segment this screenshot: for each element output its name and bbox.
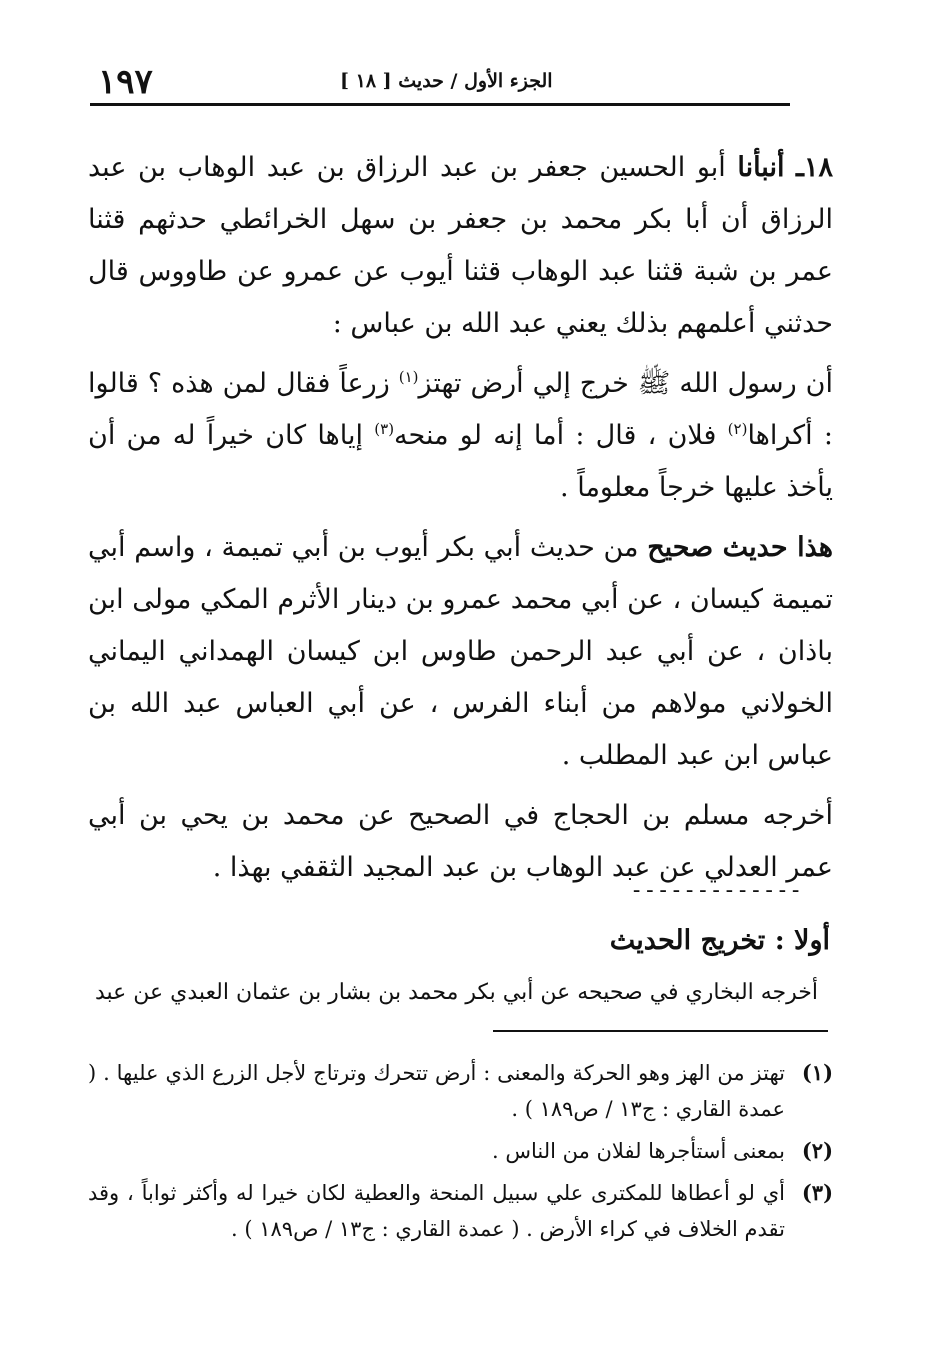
footnote-ref-1[interactable]: (١) [398, 368, 419, 386]
section-heading: أولا : تخريج الحديث [609, 925, 830, 956]
takhrij-text: أخرجه مسلم بن الحجاج في الصحيح عن محمد بن يحي بن أبي عمر العدلي عن عبد الوهاب بن عبد المجيد الثقفي بهذا . [88, 800, 833, 883]
footnote-number: (٢) [801, 1138, 833, 1163]
header-rule [90, 103, 790, 106]
hadith-matn-paragraph [88, 358, 833, 514]
running-title: الجزء الأول / حديث [ ١٨ ] [340, 70, 553, 92]
grading-paragraph [88, 522, 833, 782]
footnote-ref-3[interactable]: (٣) [374, 420, 395, 438]
matn-part-a: أن رسول الله ﷺ خرج إلي أرض تهتز [418, 368, 833, 399]
footnote-text: تهتز من الهز وهو الحركة والمعنى : أرض تتحرك وترتاج لأجل الزرع الذي عليها . ( عمدة القاري : ج١٣ / ص١٨٩ ) . [88, 1061, 785, 1121]
section-first-line: أخرجه البخاري في صحيحه عن أبي بكر محمد بن بشار بن عثمان العبدي عن عبد [94, 980, 818, 1005]
hadith-number: ١٨ـ [796, 152, 833, 183]
matn-part-d: إياها كان خيراً له من أن يأخذ عليها خرجاً معلوماً . [88, 420, 833, 503]
hadith-isnad-start: أبو الحسين جعفر بن عبد الرزاق بن عبد الوهاب بن عبد الرزاق أن أبا [88, 152, 833, 235]
footnote-number: (٣) [801, 1180, 833, 1205]
footnote-3 [88, 1175, 833, 1247]
page-header [90, 62, 789, 104]
footnote-number: (١) [801, 1060, 833, 1085]
footnotes [88, 1055, 833, 1253]
footnote-rule [493, 1030, 828, 1032]
grading-lead: هذا حديث صحيح [647, 532, 833, 563]
main-text [88, 142, 833, 902]
page-number: ١٩٧ [98, 62, 153, 102]
dashed-separator: ------------- [630, 878, 803, 903]
footnote-2 [88, 1133, 833, 1169]
matn-part-c: فلان ، قال : أما إنه لو منحه [394, 420, 728, 451]
hadith-isnad-cont: بكر محمد بن جعفر بن سهل الخرائطي حدثهم قثنا عمر بن شبة قثنا عبد الوهاب قثنا أيوب عن عمرو عن طاووس قال حدثني أعلمهم بذلك يعني عبد الله بن عباس : [88, 204, 833, 339]
footnote-text: أي لو أعطاها للمكترى علي سبيل المنحة والعطية لكان خيرا له وأكثر ثواباً ، وقد تقدم الخلاف في كراء الأرض . ( عمدة القاري : ج١٣ / ص١٨٩ ) . [88, 1181, 785, 1241]
hadith-lead-word: أنبأنا [737, 152, 785, 183]
hadith-isnad-paragraph [88, 142, 833, 350]
grading-text: من حديث أبي بكر أيوب بن أبي تميمة ، واسم أبي تميمة كيسان ، عن أبي محمد عمرو بن دينار الأثرم المكي مولى ابن باذان ، عن أبي عبد الرحمن طاوس ابن كيسان الهمداني اليماني الخولاني مولاهم من أبناء الفرس ، عن أبي العباس عبد الله بن عباس ابن عبد المطلب . [88, 532, 833, 771]
footnote-ref-2[interactable]: (٢) [727, 420, 748, 438]
footnote-1 [88, 1055, 833, 1127]
matn-part-b: زرعاً فقال لمن هذه ؟ قالوا : أكراها [88, 368, 833, 451]
footnote-text: بمعنى أستأجرها لفلان من الناس . [491, 1139, 785, 1163]
